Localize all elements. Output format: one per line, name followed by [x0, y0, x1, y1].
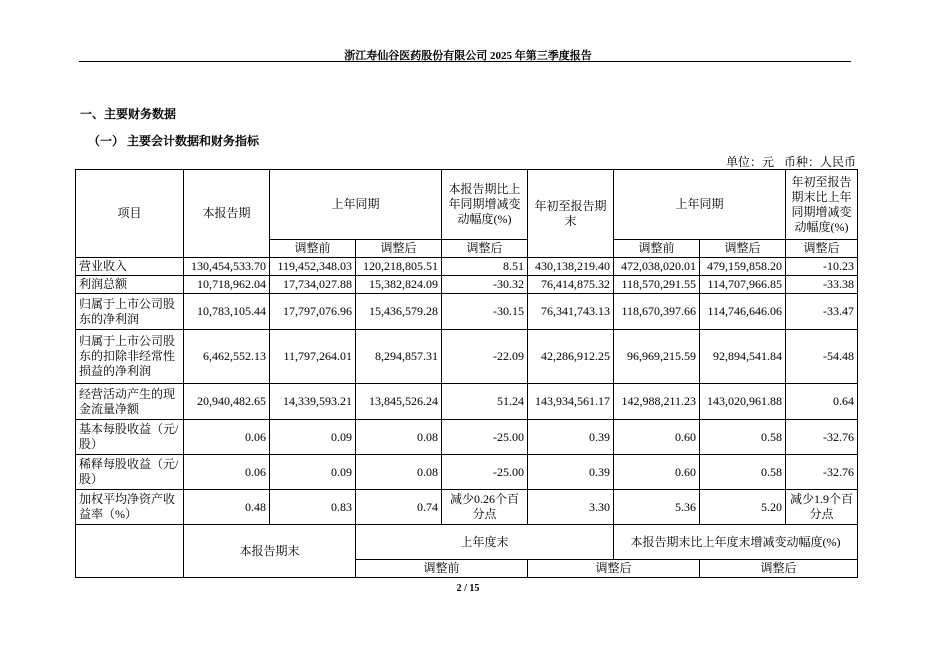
cell-ytd: 0.39: [528, 420, 614, 455]
cell-change: -30.15: [442, 294, 528, 330]
cell-prior-before: 0.09: [270, 455, 356, 490]
cell-prior-ytd-before: 118,670,397.66: [614, 294, 700, 330]
cell-prior-after: 0.08: [356, 420, 442, 455]
balance-header-prior-year-end: 上年度末: [356, 525, 614, 560]
cell-prior-after: 15,382,824.09: [356, 276, 442, 294]
page-number: 2 / 15: [456, 583, 480, 594]
cell-prior-after: 13,845,526.24: [356, 384, 442, 420]
cell-prior-ytd-after: 479,159,858.20: [700, 258, 786, 276]
cell-prior-before: 17,734,027.88: [270, 276, 356, 294]
cell-ytd-change: -33.38: [786, 276, 858, 294]
table-row: [76, 455, 858, 490]
table-row: [76, 258, 858, 276]
header-ytd-change: 年初至报告期末比上年同期增减变动幅度(%): [786, 170, 858, 240]
cell-ytd: 0.39: [528, 455, 614, 490]
cell-prior-ytd-after: 114,746,646.06: [700, 294, 786, 330]
cell-ytd: 430,138,219.40: [528, 258, 614, 276]
cell-prior-ytd-before: 5.36: [614, 490, 700, 525]
balance-header-after-adj-change: 调整后: [700, 560, 858, 578]
cell-current: 20,940,482.65: [184, 384, 270, 420]
header-after-adj: 调整后: [356, 240, 442, 258]
cell-prior-ytd-before: 472,038,020.01: [614, 258, 700, 276]
header-prior-period: 上年同期: [270, 170, 442, 240]
cell-ytd-change: -54.48: [786, 330, 858, 384]
cell-prior-before: 0.83: [270, 490, 356, 525]
row-label: 加权平均净资产收益率（%）: [76, 490, 184, 525]
header-item: 项目: [76, 170, 184, 258]
cell-prior-before: 17,797,076.96: [270, 294, 356, 330]
table-row: [76, 420, 858, 455]
cell-prior-after: 8,294,857.31: [356, 330, 442, 384]
balance-header-after-adj: 调整后: [528, 560, 700, 578]
header-rule: [79, 61, 851, 62]
cell-prior-after: 15,436,579.28: [356, 294, 442, 330]
cell-prior-ytd-after: 0.58: [700, 455, 786, 490]
balance-blank-cell: [76, 525, 184, 578]
header-period-change: 本报告期比上年同期增减变动幅度(%): [442, 170, 528, 240]
cell-current: 130,454,533.70: [184, 258, 270, 276]
cell-ytd-change: -32.76: [786, 455, 858, 490]
row-label: 稀释每股收益（元/股）: [76, 455, 184, 490]
cell-ytd-change: 0.64: [786, 384, 858, 420]
report-header-title: 浙江寿仙谷医药股份有限公司 2025 年第三季度报告: [344, 50, 592, 62]
cell-change: -22.09: [442, 330, 528, 384]
header-ytd: 年初至报告期末: [528, 170, 614, 258]
row-label: 归属于上市公司股东的扣除非经常性损益的净利润: [76, 330, 184, 384]
table-row: [76, 490, 858, 525]
cell-current: 10,718,962.04: [184, 276, 270, 294]
cell-ytd: 3.30: [528, 490, 614, 525]
cell-prior-ytd-before: 142,988,211.23: [614, 384, 700, 420]
cell-ytd: 76,341,743.13: [528, 294, 614, 330]
balance-header-before-adj: 调整前: [356, 560, 528, 578]
cell-prior-ytd-after: 0.58: [700, 420, 786, 455]
cell-change: -30.32: [442, 276, 528, 294]
header-after-adj-change-2: 调整后: [786, 240, 858, 258]
cell-ytd-change: -10.23: [786, 258, 858, 276]
row-label: 经营活动产生的现金流量净额: [76, 384, 184, 420]
row-label: 利润总额: [76, 276, 184, 294]
header-after-adj-change: 调整后: [442, 240, 528, 258]
cell-prior-ytd-before: 0.60: [614, 420, 700, 455]
cell-prior-before: 11,797,264.01: [270, 330, 356, 384]
cell-ytd: 143,934,561.17: [528, 384, 614, 420]
cell-ytd-change: -32.76: [786, 420, 858, 455]
unit-label: 单位：元: [725, 155, 774, 169]
cell-prior-before: 119,452,348.03: [270, 258, 356, 276]
cell-current: 10,783,105.44: [184, 294, 270, 330]
cell-prior-after: 0.08: [356, 455, 442, 490]
balance-header-change: 本报告期末比上年度末增减变动幅度(%): [614, 525, 858, 560]
cell-current: 0.48: [184, 490, 270, 525]
cell-prior-ytd-after: 92,894,541.84: [700, 330, 786, 384]
row-label: 营业收入: [76, 258, 184, 276]
cell-prior-ytd-after: 114,707,966.85: [700, 276, 786, 294]
row-label: 归属于上市公司股东的净利润: [76, 294, 184, 330]
balance-header-period-end: 本报告期末: [184, 525, 356, 578]
cell-prior-before: 0.09: [270, 420, 356, 455]
cell-ytd: 42,286,912.25: [528, 330, 614, 384]
cell-current: 0.06: [184, 455, 270, 490]
cell-current: 6,462,552.13: [184, 330, 270, 384]
cell-ytd-change: 减少1.9个百分点: [786, 490, 858, 525]
cell-prior-ytd-before: 0.60: [614, 455, 700, 490]
currency-label: 币种：人民币: [783, 155, 856, 169]
section-subtitle: （一） 主要会计数据和财务指标: [88, 134, 260, 148]
header-current-period: 本报告期: [184, 170, 270, 258]
section-title: 一、主要财务数据: [80, 107, 177, 121]
table-row: [76, 330, 858, 384]
table-row: [76, 294, 858, 330]
cell-prior-ytd-after: 5.20: [700, 490, 786, 525]
cell-prior-before: 14,339,593.21: [270, 384, 356, 420]
cell-prior-after: 120,218,805.51: [356, 258, 442, 276]
cell-ytd: 76,414,875.32: [528, 276, 614, 294]
financial-data-table: [75, 169, 858, 578]
cell-prior-ytd-after: 143,020,961.88: [700, 384, 786, 420]
cell-change: 减少0.26个百分点: [442, 490, 528, 525]
cell-current: 0.06: [184, 420, 270, 455]
cell-change: -25.00: [442, 455, 528, 490]
unit-line: [716, 153, 856, 170]
header-after-adj-2: 调整后: [700, 240, 786, 258]
header-before-adj: 调整前: [270, 240, 356, 258]
cell-prior-after: 0.74: [356, 490, 442, 525]
row-label: 基本每股收益（元/股）: [76, 420, 184, 455]
header-prior-ytd: 上年同期: [614, 170, 786, 240]
cell-change: 51.24: [442, 384, 528, 420]
cell-prior-ytd-before: 118,570,291.55: [614, 276, 700, 294]
cell-prior-ytd-before: 96,969,215.59: [614, 330, 700, 384]
header-before-adj-2: 调整前: [614, 240, 700, 258]
cell-change: -25.00: [442, 420, 528, 455]
cell-change: 8.51: [442, 258, 528, 276]
table-row: [76, 276, 858, 294]
cell-ytd-change: -33.47: [786, 294, 858, 330]
table-row: [76, 384, 858, 420]
